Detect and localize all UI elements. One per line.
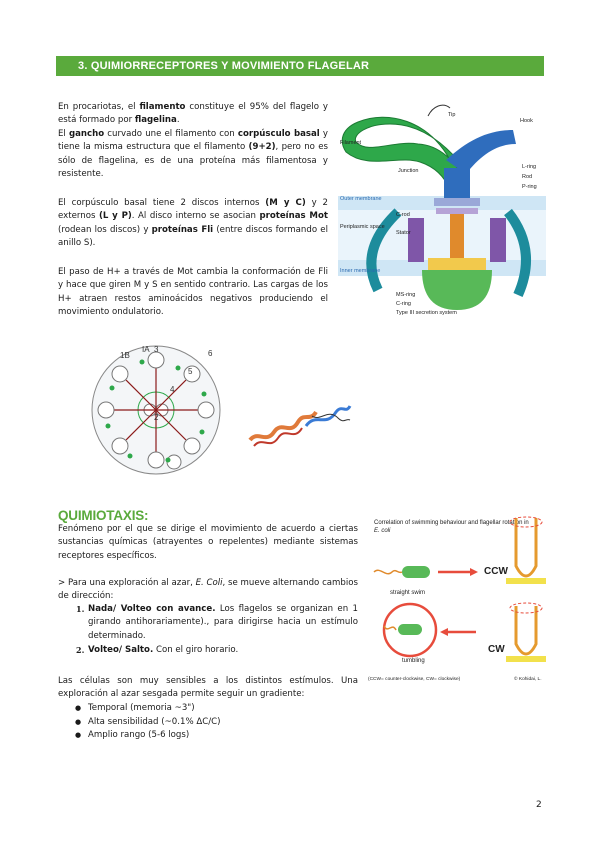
bacterium-straight — [402, 566, 430, 578]
swimming-behaviour-figure — [366, 502, 546, 688]
label-stator: Stator — [396, 230, 411, 236]
bullet-item: ● Amplio rango (5-6 logs) — [58, 729, 220, 743]
ms-ring-shape — [428, 258, 486, 270]
step-item — [58, 603, 358, 643]
ccw-membrane — [506, 578, 546, 584]
label-c-rod: C-rod — [396, 212, 410, 218]
label-t3ss: Type III secretion system — [396, 310, 457, 316]
label-tip: Tip — [448, 112, 456, 118]
bacterium-tumbling — [398, 624, 422, 635]
label-hook: Hook — [520, 118, 533, 124]
cs-label-6: 6 — [208, 349, 213, 358]
cs-label-4: 4 — [170, 385, 175, 394]
swim-species: E. coli — [374, 528, 391, 534]
rod-shape — [450, 214, 464, 260]
chemotaxis-heading: QUIMIOTAXIS: — [58, 508, 149, 523]
sensitivity-text: Las células son muy sensibles a los distintos estímulos. Una exploración al azar sesgada permite seguir un gradiente: — [58, 676, 358, 700]
stator-left — [408, 218, 424, 262]
cs-label-3: 3 — [154, 345, 159, 354]
p-ring-shape — [436, 208, 478, 214]
label-periplasmic: Periplasmic space — [340, 224, 385, 230]
stator-right — [490, 218, 506, 262]
exploration-text: > Para una exploración al azar, E. Coli, se mueve alternando cambios de dirección: — [58, 578, 359, 602]
bullet-item: ● Alta sensibilidad (~0.1% ΔC/C) — [58, 716, 220, 730]
bullet-item: ● Temporal (memoria ~3") — [58, 702, 220, 716]
label-p-ring: P-ring — [522, 184, 537, 190]
label-c-ring: C-ring — [396, 301, 411, 307]
l-ring-shape — [434, 198, 480, 206]
cs-label-1b: 1B — [120, 351, 130, 360]
step-number: 1. — [76, 604, 85, 614]
ccw-label: CCW — [484, 566, 508, 577]
page-number: 2 — [536, 800, 542, 810]
legend-text: (CCW= counter-clockwise, CW= clockwise) — [368, 677, 461, 682]
paragraph-hook: El gancho curvado une el filamento con corpúsculo basal y tiene la misma estructura que el filamento (9+2), pero no es sólo de flagelina, es de una proteína más filamentosa y resistente. — [58, 129, 328, 180]
step-number: 2. — [76, 645, 85, 656]
flagellum-structure-figure — [338, 100, 546, 334]
label-rod: Rod — [522, 174, 533, 180]
label-outer-membrane: Outer membrane — [340, 196, 382, 202]
sensitivity-bullets — [58, 702, 220, 743]
straight-swim-label: straight swim — [390, 590, 426, 596]
protein-structure-figure — [246, 382, 354, 454]
label-filament: Filament — [340, 140, 362, 146]
cw-label: CW — [488, 644, 505, 655]
step-text: Volteo/ Salto. Con el giro horario. — [88, 645, 239, 656]
label-junction: Junction — [398, 168, 419, 174]
paragraph-filament: En procariotas, el filamento constituye el 95% del flagelo y está formado por flagelina. — [58, 102, 328, 126]
chemotaxis-steps — [58, 603, 358, 659]
paragraph-basal-body: El corpúsculo basal tiene 2 discos internos (M y C) y 2 externos (L y P). Al disco interno se asocian proteínas Mot (rodean los discos) y proteínas Fli (entre discos formando el anillo S). — [58, 198, 328, 249]
step-item — [58, 644, 358, 657]
label-inner-membrane: Inner membrane — [340, 268, 381, 274]
cs-label-5: 5 — [188, 367, 193, 376]
junction-shape — [444, 168, 470, 198]
cs-label-2: 2 — [154, 413, 159, 422]
tumbling-label: tumbling — [402, 658, 425, 664]
axoneme-cross-section-figure — [86, 338, 232, 478]
label-ms-ring: MS-ring — [396, 292, 416, 298]
swim-title: Correlation of swimming behaviour and flagellar rotation in — [374, 520, 529, 526]
chemotaxis-definition: Fenómeno por el que se dirige el movimiento de acuerdo a ciertas sustancias químicas (atrayentes o repelentes) mediante sistemas receptores específicos. — [58, 524, 358, 561]
paragraph-mot-fli: El paso de H+ a través de Mot cambia la conformación de Fli y hace que giren M y S en sentido contrario. Las cargas de los H+ atraen restos aminoácidos negativos produciendo el movimiento ondulatorio. — [58, 267, 328, 318]
cw-membrane — [506, 656, 546, 662]
credit-text: © Kohidai, L. — [514, 677, 542, 682]
section-title: 3. QUIMIORRECEPTORES Y MOVIMIENTO FLAGELAR — [78, 60, 370, 72]
section-header — [56, 56, 544, 76]
cs-label-ia: IA — [142, 345, 150, 354]
step-text: Nada/ Volteo con avance. Los flagelos se organizan en 1 girando antihorariamente)., para dirigirse hacia un estímulo determinado. — [88, 604, 358, 641]
label-l-ring: L-ring — [522, 164, 537, 170]
